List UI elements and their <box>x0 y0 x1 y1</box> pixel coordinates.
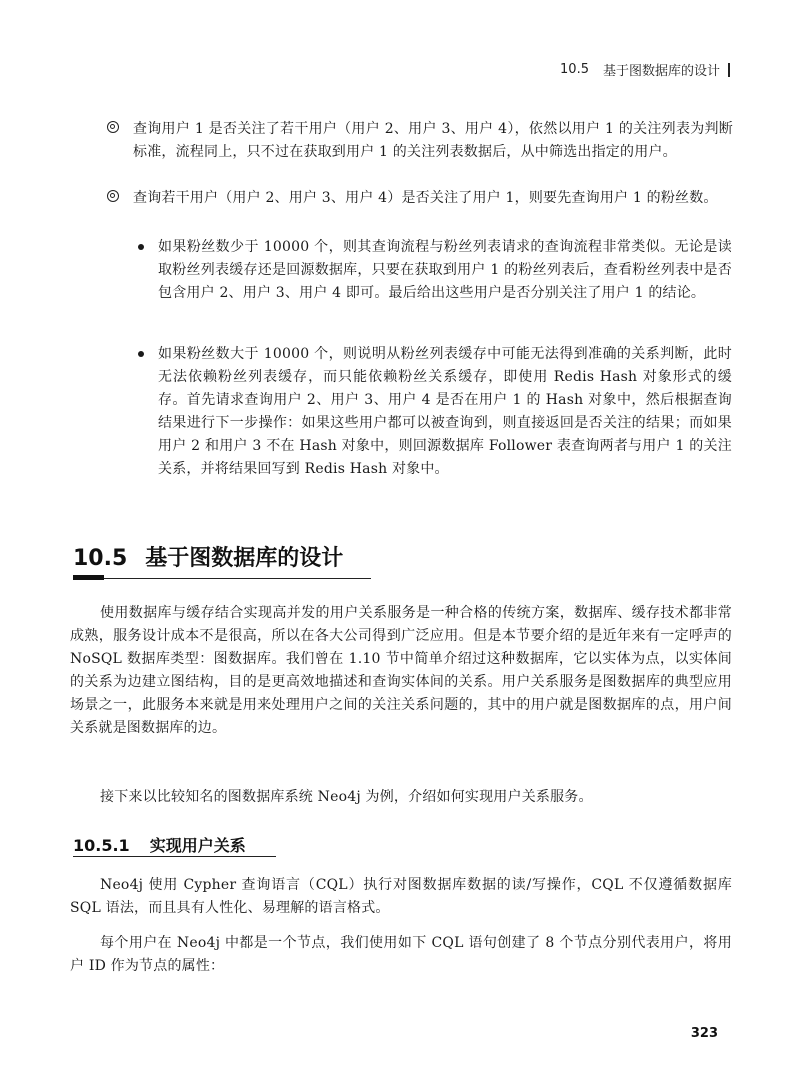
bullet-text: 查询若干用户（用户 2、用户 3、用户 4）是否关注了用户 1，则要先查询用户 1 的粉丝数。 <box>133 190 718 206</box>
page-number: 323 <box>690 1026 718 1041</box>
header-bar <box>728 63 730 77</box>
subsection-underline <box>73 856 276 857</box>
running-header <box>560 60 730 79</box>
circle-bullet-item-2 <box>133 187 733 210</box>
section-paragraph-2: 接下来以比较知名的图数据库系统 Neo4j 为例，介绍如何实现用户关系服务。 <box>100 789 593 805</box>
subsection-number: 10.5.1 <box>73 836 130 855</box>
dot-bullet-icon <box>138 244 144 250</box>
dot-bullet-icon <box>138 351 144 357</box>
subsection-title-text: 实现用户关系 <box>149 836 246 855</box>
circle-bullet-icon <box>107 190 119 202</box>
circle-bullet-icon <box>107 121 119 133</box>
bullet-text: 如果粉丝数少于 10000 个，则其查询流程与粉丝列表请求的查询流程非常类似。无论是读取粉丝列表缓存还是回源数据库，只要在获取到用户 1 的粉丝列表后，查看粉丝列表中是否包含用户 2、用户 3、用户 4 即可。最后给出这些用户是否分别关注了用户 1 的结论。 <box>158 239 732 301</box>
dot-bullet-item-2 <box>158 343 732 481</box>
section-number: 10.5 <box>73 546 128 571</box>
section-heading <box>73 541 343 572</box>
header-section-title: 基于图数据库的设计 <box>602 64 720 79</box>
section-paragraph-1: 使用数据库与缓存结合实现高并发的用户关系服务是一种合格的传统方案，数据库、缓存技术都非常成熟，服务设计成本不是很高，所以在各大公司得到广泛应用。但是本节要介绍的是近年来有一定呼声的 NoSQL 数据库类型：图数据库。我们曾在 1.10 节中简单介绍过这种数据库，它以实体为点，以实体间的关系为边建立图结构，目的是更高效地描述和查询实体间的关系。用户关系服务是图数据库的典型应用场景之一，此服务本来就是用来处理用户之间的关注关系问题的，其中的用户就是图数据库的点，用户间关系就是图数据库的边。 <box>70 605 732 736</box>
header-section-number: 10.5 <box>560 62 589 77</box>
section-underline <box>73 578 371 579</box>
subsection-paragraph-1: Neo4j 使用 Cypher 查询语言（CQL）执行对图数据库数据的读/写操作，CQL 不仅遵循数据库 SQL 语法，而且具有人性化、易理解的语言格式。 <box>70 877 732 916</box>
bullet-text: 查询用户 1 是否关注了若干用户（用户 2、用户 3、用户 4），依然以用户 1 的关注列表为判断标准，流程同上，只不过在获取到用户 1 的关注列表数据后，从中筛选出指定的用户。 <box>133 121 733 160</box>
bullet-text: 如果粉丝数大于 10000 个，则说明从粉丝列表缓存中可能无法得到准确的关系判断，此时无法依赖粉丝列表缓存，而只能依赖粉丝关系缓存，即使用 Redis Hash 对象形式的缓存。首先请求查询用户 2、用户 3、用户 4 是否在用户 1 的 Hash 对象中，然后根据查询结果进行下一步操作：如果这些用户都可以被查询到，则直接返回是否关注的结果；而如果用户 2 和用户 3 不在 Hash 对象中，则回源数据库 Follower 表查询两者与用户 1 的关注关系，并将结果回写到 Redis Hash 对象中。 <box>158 346 732 477</box>
subsection-heading <box>73 833 246 856</box>
circle-bullet-item-1 <box>133 118 733 164</box>
section-underline-accent <box>73 575 104 580</box>
subsection-paragraph-2: 每个用户在 Neo4j 中都是一个节点，我们使用如下 CQL 语句创建了 8 个节点分别代表用户，将用户 ID 作为节点的属性： <box>70 935 732 974</box>
dot-bullet-item-1 <box>158 236 732 305</box>
section-title-text: 基于图数据库的设计 <box>145 546 344 571</box>
